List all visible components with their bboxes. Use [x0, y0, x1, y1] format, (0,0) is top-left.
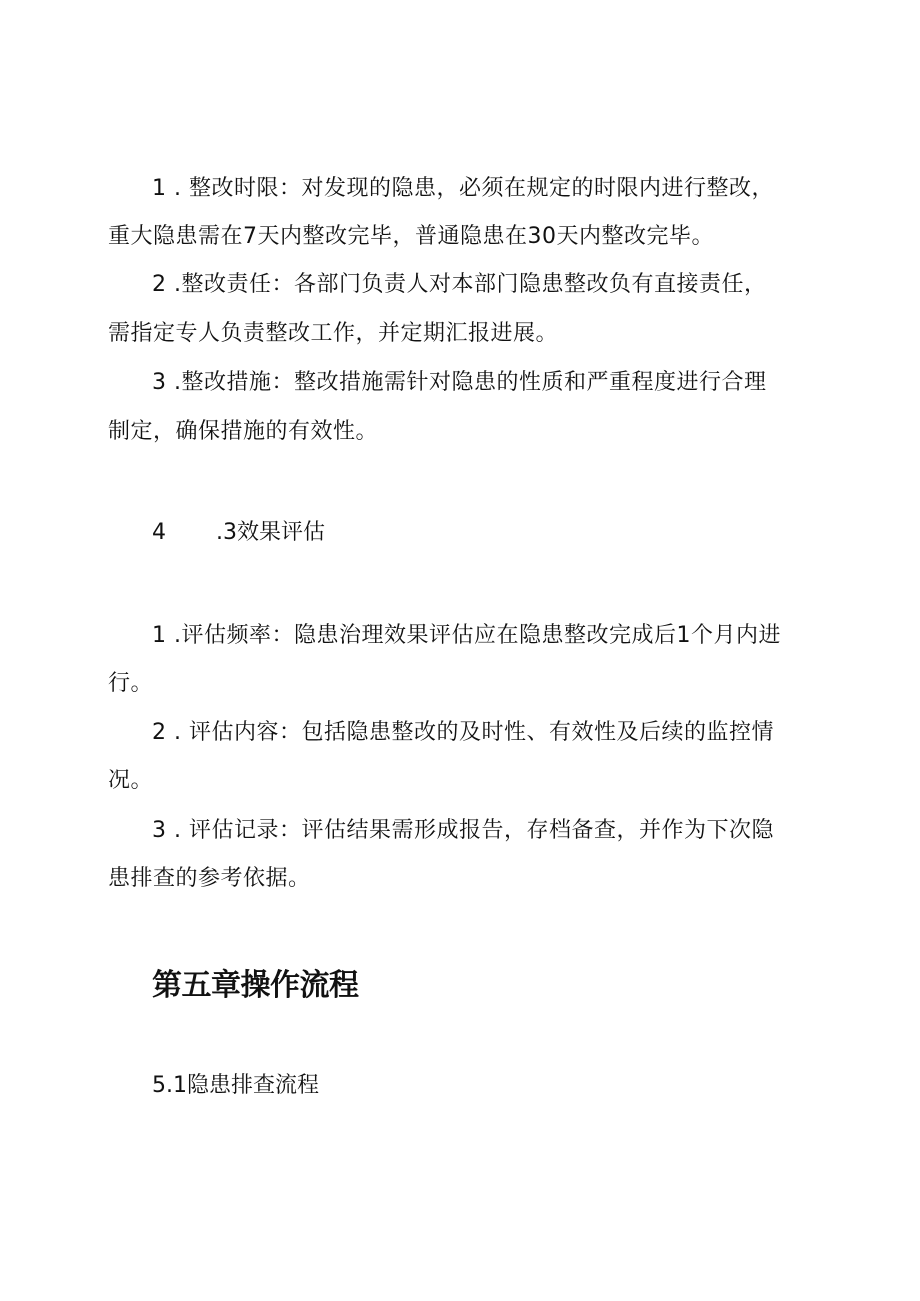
evaluation-content-line-2: 况。 — [108, 768, 154, 793]
evaluation-frequency-line-2: 行。 — [108, 671, 154, 696]
evaluation-record-line-1: 3 . 评估记录：评估结果需形成报告，存档备查，并作为下次隐 — [152, 818, 774, 843]
rectification-responsibility-line-1: 2 .整改责任：各部门负责人对本部门隐患整改负有直接责任， — [152, 272, 767, 297]
evaluation-frequency-line-1: 1 .评估频率：隐患治理效果评估应在隐患整改完成后1个月内进 — [152, 623, 781, 648]
evaluation-content-line-1: 2 . 评估内容：包括隐患整改的及时性、有效性及后续的监控情 — [152, 720, 774, 745]
rectification-responsibility-line-2: 需指定专人负责整改工作，并定期汇报进展。 — [108, 321, 559, 346]
section-title: .3效果评估 — [216, 520, 325, 545]
rectification-deadline-line-1: 1 . 整改时限：对发现的隐患，必须在规定的时限内进行整改， — [152, 176, 774, 201]
section-heading-4-3 — [152, 518, 325, 548]
section-number: 4 — [152, 520, 166, 545]
evaluation-record-line-2: 患排查的参考依据。 — [108, 866, 311, 891]
rectification-deadline-line-2: 重大隐患需在7天内整改完毕，普通隐患在30天内整改完毕。 — [108, 224, 714, 249]
chapter-heading: 第五章操作流程 — [152, 968, 359, 1003]
section-heading-5-1: 5.1隐患排查流程 — [152, 1073, 319, 1098]
rectification-measures-line-1: 3 .整改措施：整改措施需针对隐患的性质和严重程度进行合理 — [152, 370, 767, 395]
rectification-measures-line-2: 制定，确保措施的有效性。 — [108, 419, 379, 444]
